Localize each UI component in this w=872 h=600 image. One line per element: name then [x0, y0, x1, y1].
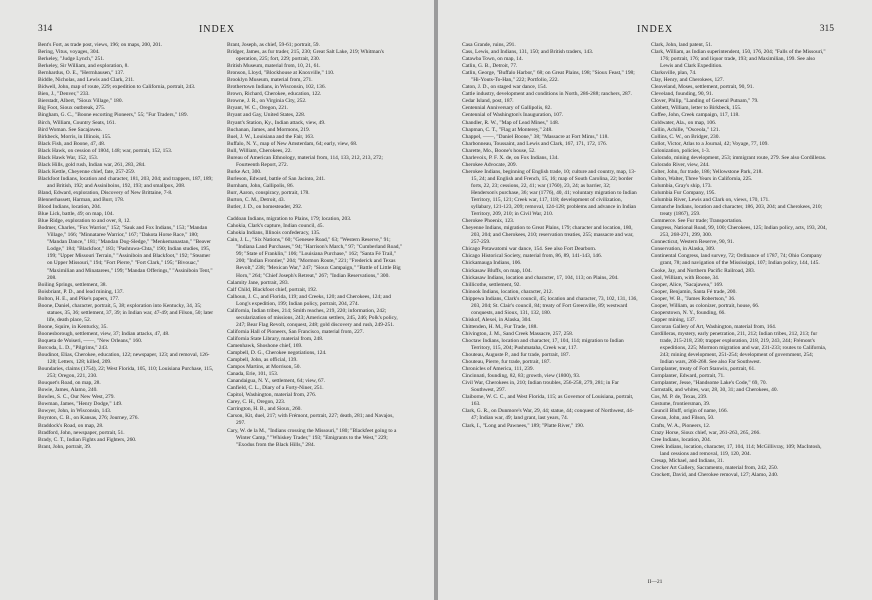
index-entry: Boiling Springs, settlement, 38.: [38, 281, 107, 288]
index-entry: Centennial Anniversary of Gallipolis, 82.: [462, 105, 552, 112]
index-entry: Bingham, G. C., "Boone escorting Pioneers," 55; "Fur Traders," 189.: [38, 112, 188, 119]
index-entry: Blackfoot Indians, location and character, 181, 203, 204; and trappers, 187, 189; and British, 192; and Assiniboins, 192, 193; and smallpox, 208.: [38, 175, 213, 189]
index-entry: Continental Congress, land survey, 72; Ordinance of 1787, 74; Ohio Company grant, 78; and navigation of the Mississippi, 107; Indian policy, 144, 145.: [651, 253, 822, 267]
index-entry: Borcoda, L. D., "Pilgrims," 243.: [38, 345, 109, 352]
index-entry: Boqueta de Woiseri, ——, "New Orleans," 160.: [38, 337, 143, 344]
index-entry: Casa Grande, ruins, 291.: [462, 42, 516, 48]
index-entry: Colonization, policies, 1-3.: [651, 147, 711, 154]
index-entry: Bronson, Lloyd, "Blockhouse at Knoxville," 110.: [227, 70, 335, 77]
index-entry: Blue Ridge, exploration to and over, 8, 12.: [38, 218, 131, 225]
index-entry: Brothertown Indians, in Wisconsin, 102, 136.: [227, 84, 326, 91]
index-entry: Creek Indians, location, character, 17, 104, 114; McGillivray, 109; MacIntosh, land cessions and removal, 119, 120, 204.: [651, 443, 822, 457]
index-entry: Bureau of American Ethnology, material from, 114, 133, 212, 213, 272; Fourteenth Report, 272.: [227, 154, 383, 168]
footer-signature: II—21: [647, 579, 663, 585]
index-entry: Carson, Kit, duel, 217; with Frémont, portrait, 227; death, 281; and Navajos, 297.: [227, 413, 394, 427]
index-entry: Catawba Town, on map, 14.: [462, 56, 523, 63]
index-entry: Black Fish, and Boone, 47, 48.: [38, 140, 106, 147]
index-entry: Brady, C. T., Indian Fights and Fighters, 260.: [38, 436, 137, 443]
index-entry: Columbia River, Lewis and Clark on, views, 170, 171.: [651, 197, 770, 204]
index-entry: Catlin, George, "Buffalo Harbor," 68; on Great Plains, 198; "Sioux Feast," 198; "Hi-Youts-To-Han," 222; Portfolio, 222.: [462, 70, 635, 84]
index-entry: California Hall of Pioneers, San Francisco, material from, 227.: [227, 328, 364, 335]
left-column-1: [38, 42, 214, 451]
index-entry: Cooper, W. B., "James Robertson," 36.: [651, 295, 736, 302]
index-entry: Chicago Historical Society, material from, 86, 89, 141-143, 146.: [462, 253, 603, 260]
index-entry: Birkbeck, Morris, in Illinois, 155.: [38, 133, 112, 140]
index-entry: Cowan, John, and Filson, 50.: [651, 415, 715, 422]
index-entry: Cherokee Phoenix, 123.: [462, 218, 515, 225]
index-entry: Chickasaw Bluffs, on map, 104.: [462, 267, 532, 274]
index-entry: Columbia Fur Company, 195.: [651, 189, 716, 196]
index-entry: Chivington, J. M., Sand Creek Massacre, 257, 258.: [462, 330, 574, 337]
index-entry: Black Kettle, Cheyenne chief, fate, 257-259.: [38, 168, 136, 175]
index-entry: Capitol, Washington, material from, 276.: [227, 392, 317, 399]
index-entry: Black Hawk, on cession of 1804, 148; war, portrait, 152, 153.: [38, 147, 173, 154]
right-running-head: [438, 24, 872, 36]
index-entry: Boone, Daniel, character, portrait, 5, 38; exploration into Kentucky, 34, 35; statues, 35, 36; settlement, 37, 39; in Indian war, 47-49; and Filson, 50; later life, death place, 52.: [38, 302, 214, 323]
index-entry: Bryant, W. C., Oregon, 221.: [227, 105, 289, 112]
index-entry: Cooper, Benjamin, Santa Fé trade, 200.: [651, 288, 737, 295]
index-entry: Campbell, D. G., Cherokee negotiations, 124.: [227, 350, 327, 357]
index-entry: Connecticut, Western Reserve, 90, 91.: [651, 239, 735, 246]
index-entry: Bland, Edward, exploration, Discovery of New Brittaine, 7-8.: [38, 189, 173, 196]
index-entry: Burnham, John, Gallipolis, 86.: [227, 182, 294, 189]
index-entry: Bernhardus, O. E., "Herrnhausen," 137.: [38, 70, 125, 77]
index-entry: Boisbriant, P. D., and lead mining, 137.: [38, 288, 124, 295]
index-entry: Brant, Joseph, as chief, 59-61; portrait, 59.: [227, 42, 320, 48]
index-entry: Brown, Richard, Cherokee, education, 122.: [227, 91, 322, 98]
index-entry: California, Indian tribes, 214; Smith reaches, 219, 220; information, 242; secularization of missions, 243; American settlers, 245, 246; Polk's policy, 247; Bear Flag Revolt, conquest, 248; gold discovery and rush, 249-251.: [227, 307, 398, 328]
right-page: [438, 0, 872, 600]
index-entry: Cornplanter, treaty of Fort Stanwix, portrait, 61.: [651, 366, 756, 373]
index-entry: Costume, frontiersman, 39.: [651, 401, 711, 408]
index-entry: Clarksville, plan, 74.: [651, 70, 697, 77]
index-entry: Cincinnati, founding, 82, 83; growth, view (1800), 93.: [462, 373, 581, 380]
index-entry: Burke Act, 300.: [227, 168, 262, 175]
index-entry: Caddoan Indians, migration to Plains, 179; location, 203.: [227, 216, 352, 223]
index-entry: Cedar Island, post, 187.: [462, 98, 514, 105]
index-entry: Centennial of Washington's Inauguration, 107.: [462, 112, 564, 119]
index-entry: Clay, Henry, and Cherokees, 127.: [651, 77, 724, 84]
index-entry: Canfield, C. L., Diary of a Forty-Niner, 251.: [227, 385, 324, 392]
index-entry: Bidwell, John, map of route, 229; expedition to California, portrait, 243.: [38, 84, 196, 91]
index-entry: Carrington, H. B., and Sioux, 260.: [227, 406, 302, 413]
index-entry: Burr, Aaron, conspiracy, portrait, 178.: [227, 189, 310, 196]
index-entry: Comanche Indians, location and character, 186, 203, 204; and Cherokees, 210; treaty (1867), 259.: [651, 204, 823, 218]
index-entry: Cooke, Jay, and Northern Pacific Railroad, 283.: [651, 267, 756, 274]
index-entry: Clover, Philip, "Landing of General Putnam," 79.: [651, 98, 759, 105]
index-entry: Chapman, C. T., "Flag at Monterey," 248.: [462, 126, 553, 133]
index-entry: Boudinot, Elias, Cherokee, education, 122; newspaper, 123; and removal, 126-128; Letters, 128; killed, 209.: [38, 352, 210, 366]
index-entry: Council Bluff, origin of name, 166.: [651, 408, 728, 415]
index-entry: Cary, W. de la M., "Indians crossing the Missouri," 180; "Blackfeet going to a Winter Camp," "Whiskey Trader," 193; "Emigrants to the West," 229; "Exodus from the Black Hills," 284.: [227, 427, 397, 448]
index-entry: Cobbett, William, letter to Birkbeck, 155.: [651, 105, 742, 112]
index-entry: Chicago Potawatomi war dance, 154. See also Fort Dearborn.: [462, 246, 597, 253]
index-entry: Claiborne, W. C. C., and West Florida, 115; as Governor of Louisiana, portrait, 163.: [462, 394, 634, 408]
index-entry: Bryant and Gay, United States, 228.: [227, 112, 306, 119]
index-entry: Civil War, Cherokees in, 210; Indian troubles, 256-258, 279, 281; in Far Southwest, 297.: [462, 380, 619, 394]
index-entry: Chickamauga Indians, 106.: [462, 260, 522, 267]
left-page-header: INDEX: [198, 24, 236, 35]
index-entry: Cain, J. L., "Six Nations," 60; "Genesee Road," 63; "Western Reserve," 91; "Indiana Land Purchases," 94; "Harrison's March," 97; "Cumberland Road," 99; "State of Franklin," 106; "Louisiana Purchase," 162; "Santa Fé Trail," 200; "Indian Frontier," 204; "Mormon Route," 221; "Frederick and Texas Revolt," 238; "Mexican War," 247; "Sioux Campaign," "Battle of Little Big Horn," 264; "Chief Joseph's Retreat," 267; "Indian Reservations," 300.: [227, 237, 403, 279]
index-entry: Chandler, R. W., "Map of Lead Mines," 148.: [462, 119, 560, 126]
index-entry: Bowie, James, Alamo, 240.: [38, 387, 98, 394]
index-entry: Chronicles of America, 111, 239.: [462, 366, 534, 373]
index-entry: Chickasaw Indians, location and character, 17, 104, 113; on Plains, 204.: [462, 274, 619, 281]
index-entry: Bird Woman. See Sacajawea.: [38, 126, 102, 133]
index-entry: Cass, Lewis, and Indians, 131, 150; and British traders, 143.: [462, 49, 594, 56]
index-entry: Canandaigua, N. Y., settlement, 64; view, 67.: [227, 378, 325, 385]
index-entry: Colorado River, view, 244.: [651, 161, 710, 168]
index-entry: Chouteau, Pierre, fur trade, portrait, 187.: [462, 359, 551, 366]
index-entry: Cattle industry, development and conditions in North, 286-288; ranchers, 287.: [462, 91, 632, 98]
left-column-2: [227, 42, 403, 449]
index-entry: Clark, G. R., on Dunmore's War, 29, 44; statue, 44; conquest of Northwest, 44-47; Indian war, 49; land grant, last years, 74.: [462, 408, 634, 422]
index-entry: Berkeley, "Judge Lynch," 251.: [38, 56, 105, 63]
index-entry: Campbell, John, as official, 139.: [227, 357, 298, 364]
index-entry: Cherokee Advocate, 209.: [462, 161, 517, 168]
index-entry: Brooklyn Museum, material from, 271.: [227, 77, 313, 84]
index-entry: Butler, J. D., on homesteader, 292.: [227, 204, 303, 211]
index-entry: Columbia, Gray's ship, 173.: [651, 182, 712, 189]
index-entry: Birch, William, Country Seats, 161.: [38, 119, 116, 126]
index-entry: Calhoun, J. C., and Florida, 119; and Creeks, 120; and Cherokees, 124; and Long's expedition, 199; Indian policy, portrait, 204, 274.: [227, 293, 391, 307]
index-entry: Cleaveland, Moses, settlement, portrait, 90, 91.: [651, 84, 754, 91]
index-entry: Charlevoix, P. F. X. de, on Fox Indians, 134.: [462, 154, 559, 161]
index-entry: Coffee, John, Creek campaign, 117, 118.: [651, 112, 740, 119]
index-entry: Boundaries, claims (1754), 22; West Florida, 105, 110; Louisiana Purchase, 115, 253; Oregon, 221, 230.: [38, 366, 214, 380]
left-page: [0, 0, 434, 600]
index-entry: Commerce. See Fur trade; Transportation.: [651, 218, 743, 225]
index-entry: Cahokia Indians, Illinois confederacy, 135.: [227, 230, 321, 237]
index-entry: Burton, C. M., Detroit, 43.: [227, 197, 285, 204]
index-entry: Cleveland, founding, 90, 91.: [651, 91, 714, 98]
index-entry: Caton, J. D., on staged war dance, 154.: [462, 84, 548, 91]
index-entry: Buel, J. W., Louisiana and the Fair, 163.: [227, 133, 315, 140]
index-entry: Bolton, H. E., and Pike's papers, 177.: [38, 295, 120, 302]
index-entry: Camenhawk, Shoshone chief, 169.: [227, 342, 303, 349]
index-entry: Clark, William, as Indian superintendent, 150, 176, 204; "Falls of the Missouri," 176; portrait, 176; and liquor trade, 193; and Maximilian, 199. See also Lewis and Clark Expedition.: [651, 49, 826, 70]
index-entry: Cornplanter, Edward, portrait, 71.: [651, 373, 725, 380]
index-entry: Bull, William, Cherokees, 22.: [227, 147, 292, 154]
index-entry: Bien, J., "Denver," 233.: [38, 91, 90, 98]
index-entry: Buchanan, James, and Mormons, 219.: [227, 126, 311, 133]
index-entry: Cool, William, with Boone, 34.: [651, 274, 720, 281]
left-running-head: [0, 24, 434, 36]
index-entry: Copper mining, 137.: [651, 316, 697, 323]
index-entry: Canada, Erie, 101, 153.: [227, 371, 279, 378]
index-entry: Burleson, Edward, battle of San Jacinto, 241.: [227, 175, 326, 182]
index-entry: Cooper, Alice, "Sacajawea," 169.: [651, 281, 724, 288]
index-entry: Chippewa Indians, Clark's council, 45; location and character, 73, 102, 131, 136, 203, 204; St. Clair's council, 84; treaty of Fort Greenville, 89; westward conquests, and Sioux, 131, 132, 180.: [462, 295, 638, 316]
index-entry: Boonesborough, settlement, view, 37; Indian attacks, 47, 48.: [38, 330, 170, 337]
index-entry: Crafts, W. A., Pioneers, 12.: [651, 422, 711, 429]
index-entry: Bridger, James, as fur trader, 215, 230; Great Salt Lake, 219; Whitman's operation, 225; fort, 229; portrait, 230.: [227, 49, 384, 63]
index-entry: Browne, J. R., on Virginia City, 252.: [227, 98, 307, 105]
index-entry: Coldwater, Ala., on map, 106.: [651, 119, 717, 126]
index-entry: Collin, Achille, "Osceola," 121.: [651, 126, 720, 133]
index-entry: Catlin, G. B., Detroit, 77.: [462, 63, 518, 70]
index-entry: Clark, I., "Long and Pawnees," 189; "Platte River," 190.: [462, 422, 585, 429]
index-entry: Chittenden, H. M., Fur Trade, 188.: [462, 323, 538, 330]
index-entry: Cooper, William, as colonizer, portrait, house, 66.: [651, 302, 760, 309]
index-entry: Cornplanter, Jesse, "Handsome Lake's Code," 69, 70.: [651, 380, 767, 387]
index-entry: Calamity Jane, portrait, 283.: [227, 279, 289, 286]
index-entry: Colter, John, fur trade, 186; Yellowstone Park, 218.: [651, 168, 763, 175]
index-entry: Blood Indians, location, 204.: [38, 204, 102, 211]
index-entry: Crockett, David, and Cherokee removal, 127; Alamo, 240.: [651, 471, 779, 478]
index-entry: Braddock's Road, on map, 28.: [38, 422, 104, 429]
left-page-number: 314: [38, 24, 53, 34]
index-entry: Chinook Indians, location, character, 212.: [462, 288, 553, 295]
index-entry: British Museum, material from, 10, 21, 61.: [227, 63, 321, 70]
index-entry: Biddle, Nicholas, and Lewis and Clark, 211.: [38, 77, 135, 84]
index-entry: Cherokee Indians, beginning of English trade, 10; culture and country, map, 13-15, 24; and English and French, 15, 16; map of South Carolina, 22; border forts, 22, 23; cessions, 22, 41; war (1760), 23, 24; as barrier, 32; Henderson's purchase, 36; war (1776), 40, 41; voluntary migration to Indian Territory, 115, 121; Creek war, 117, 118; development of civilization, syllabary, 121-123, 209; removal, 124-128; problems and advance in Indian Territory, 209, 210; in Civil War, 210.: [462, 168, 637, 218]
index-entry: Conservation, in Alaska, 309.: [651, 246, 716, 253]
index-entry: Bowles, S. C., Our New West, 279.: [38, 394, 115, 401]
index-entry: Chiskof, Alexei, in Alaska, 304.: [462, 316, 532, 323]
index-entry: Chillicothe, settlement, 92.: [462, 281, 521, 288]
index-entry: Black Hawk War, 152, 153.: [38, 154, 99, 161]
index-entry: Bowyer, John, in Wisconsin, 143.: [38, 408, 112, 415]
index-entry: California State Library, material from, 248.: [227, 335, 324, 342]
index-entry: Bent's Fort, as trade post, views, 196; on maps, 200, 201.: [38, 42, 163, 48]
index-entry: Cornstalk, and whites, war, 28, 30, 31; and Cherokees, 40.: [651, 387, 778, 394]
index-entry: Bodmer, Charles, "Fox Warrior," 152; "Sauk and Fox Indians," 153; "Mandan Village," 166; "Minnataree Warrior," 167; "Dakota Horse Race," 180; "Mandan Dance," 181; "Mandan Dog-Sledge," "Menkemanastan," "Beaver Lodge," 184; "Blackfoot," 183; "Pashtuwa-Chta," 190; Indian studies, 195, 199; "Upper Missouri Terrain," "Assiniboin and Blackfoot," 192; "Steamer on Upper Missouri," 194; "Fort Pierre," "Fort Clark," 195; "Bivouac," "Maximilian and Minatarees," 199; "Mandan Offerings," "Assiniboin Tent," 208.: [38, 225, 213, 281]
index-entry: Crazy Horse, Sioux chief, war, 261-263, 265, 266.: [651, 429, 761, 436]
index-entry: Bierstadt, Albert, "Sioux Village," 180.: [38, 98, 123, 105]
index-entry: Campos Martins, at Morrison, 50.: [227, 364, 301, 371]
right-page-header: INDEX: [636, 24, 674, 35]
index-entry: Clark, John, land patent, 51.: [651, 42, 713, 48]
index-entry: Black Hills, gold rush, Indian war, 261, 283, 284.: [38, 161, 146, 168]
index-entry: Bouquet's Road, on map, 28.: [38, 380, 101, 387]
right-page-number: 315: [819, 24, 834, 34]
index-entry: Cahokia, Clark's capture, Indian council, 45.: [227, 223, 324, 230]
index-entry: Bowman, James, "Henry Dodge," 149.: [38, 401, 123, 408]
index-entry: Charette, Mo., Boone's house, 52.: [462, 147, 536, 154]
index-entry: Cree Indians, location, 204.: [651, 436, 712, 443]
index-entry: Congress, National Road, 99, 100; Cherokees, 125; Indian policy, acts, 193, 204, 253, 268-271, 299, 300.: [651, 225, 827, 239]
index-entry: Cordilleras, mystery, early penetration, 211, 212; Indian tribes, 212, 213; fur trade, 215-218, 230; trapper exploration, 218, 219, 243, 244; Frémont's expeditions, 225; Mormon migration and war, 231-233; routes to California, 243; mining development, 251-254; development of government, 254; Indian wars, 260-268. See also Far Southwest.: [651, 330, 827, 366]
index-entry: Cresap, Michael, and Indians, 31.: [651, 457, 725, 464]
index-entry: Buffalo, N. Y., map of New Amsterdam, 64; early, view, 68.: [227, 140, 358, 147]
index-entry: Big Foot, Sioux outbreak, 275.: [38, 105, 106, 112]
index-entry: Chappel, ——, "Daniel Boone," 38; "Massacre at Fort Mims," 118.: [462, 133, 609, 140]
index-entry: Chouteau, Auguste P., and fur trade, portrait, 187.: [462, 352, 570, 359]
index-entry: Boynton, C. B., on Kansas, 276; Journey, 276.: [38, 415, 139, 422]
index-entry: Bering, Vitus, voyages, 304.: [38, 49, 100, 56]
index-entry: Collot, Victor, Atlas to a Journal, 42; Voyage, 77, 109.: [651, 140, 769, 147]
right-column-1: [462, 42, 638, 430]
index-entry: Blennerhassett, Harman, and Burr, 178.: [38, 197, 125, 204]
index-entry: Bradford, John, newspaper, portrait, 51.: [38, 429, 125, 436]
index-entry: Choctaw Indians, location and character, 17, 104, 114; migration to Indian Territory, 115, 204; Pushmataha, Creek war, 117.: [462, 337, 624, 352]
index-entry: Berkeley, Sir William, and exploration, 8.: [38, 63, 129, 70]
index-entry: Cos, M. P. de, Texas, 239.: [651, 394, 708, 401]
index-entry: Crocker Art Gallery, Sacramento, material from, 242, 250.: [651, 464, 779, 471]
index-entry: Cooperstown, N. Y., founding, 66.: [651, 309, 726, 316]
index-entry: Corcoran Gallery of Art, Washington, material from, 164.: [651, 323, 777, 330]
index-entry: Collins, C. W., on Bridger, 230.: [651, 133, 720, 140]
index-entry: Blue Lick, battle, 49; on map, 104.: [38, 211, 114, 218]
index-entry: Cheyenne Indians, migration to Great Plains, 179; character and location, 180, 203, 204; and Cherokees, 210; reservation treaties, 255; massacre and war, 257-259.: [462, 225, 634, 246]
index-entry: Carey, C. H., Oregon, 223.: [227, 399, 286, 406]
index-entry: Boone, Squire, in Kentucky, 35.: [38, 323, 108, 330]
right-column-2: [651, 42, 827, 479]
index-entry: Calf Child, Blackfoot chief, portrait, 192.: [227, 286, 318, 293]
index-entry: Colton, Walter, Three Years in California, 225.: [651, 175, 753, 182]
index-entry: Brant, John, portrait, 39.: [38, 443, 92, 450]
index-entry: Charbonneau, Toussaint, and Lewis and Clark, 167, 171, 172, 176.: [462, 140, 608, 147]
index-entry: Colorado, mining development, 253; immigrant route, 279. See also Cordilleras.: [651, 154, 827, 161]
index-entry: Bryant's Station, Ky., Indian attack, view, 49.: [227, 119, 326, 126]
